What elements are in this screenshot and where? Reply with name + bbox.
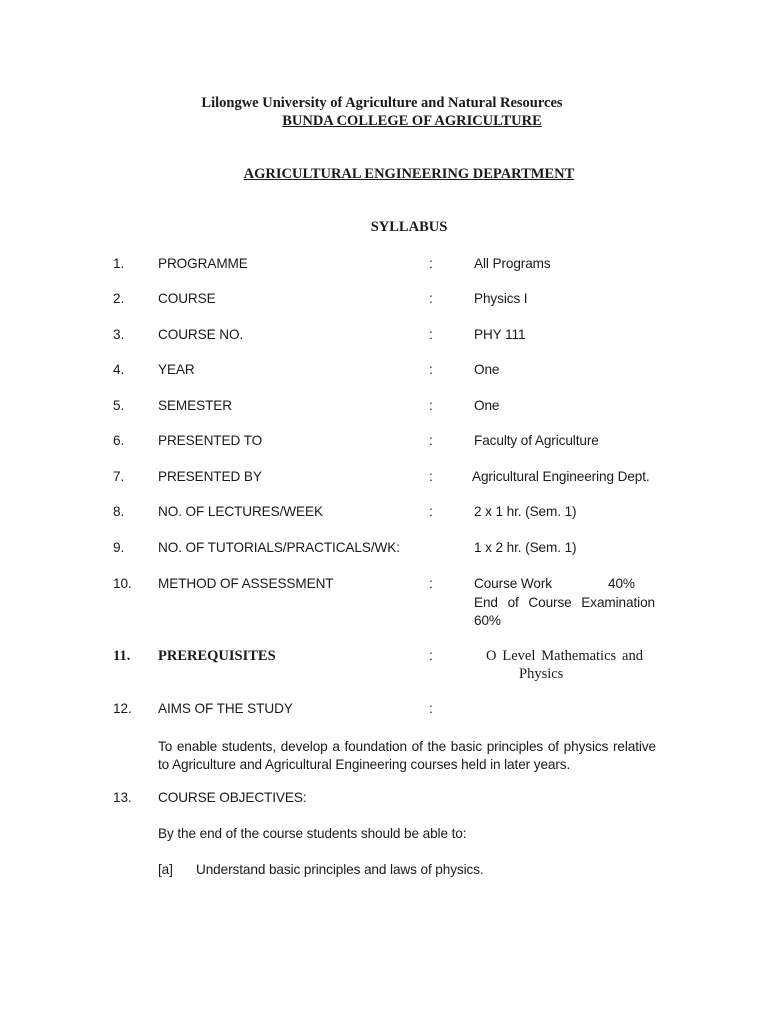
- row-value: 2 x 1 hr. (Sem. 1): [474, 504, 577, 519]
- row-colon: :: [429, 398, 433, 413]
- row-value: 1 x 2 hr. (Sem. 1): [474, 540, 577, 555]
- row-value: One: [474, 398, 500, 413]
- row-label: NO. OF LECTURES/WEEK: [158, 504, 323, 519]
- row-number: 6.: [113, 433, 125, 448]
- row-colon: :: [429, 291, 433, 306]
- row-value: All Programs: [474, 256, 551, 271]
- row-label: PROGRAMME: [158, 256, 248, 271]
- course-work-percent: 40%: [608, 576, 635, 591]
- row-colon: :: [429, 256, 433, 271]
- row-colon: :: [429, 701, 433, 716]
- row-label: PRESENTED BY: [158, 469, 262, 484]
- row-label: COURSE: [158, 291, 216, 306]
- row-number: 3.: [113, 327, 125, 342]
- row-label: PREREQUISITES: [158, 648, 276, 664]
- aims-paragraph: To enable students, develop a foundation of the basic principles of physics relative to Agriculture and Agricultural Engineering courses held in later years.: [158, 739, 656, 772]
- row-value: PHY 111: [474, 327, 526, 342]
- row-label: AIMS OF THE STUDY: [158, 701, 293, 716]
- row-label: YEAR: [158, 362, 195, 377]
- row-value: Physics I: [474, 291, 528, 306]
- row-colon: :: [429, 648, 433, 663]
- row-colon: :: [429, 504, 433, 519]
- row-colon: :: [429, 576, 433, 591]
- row-number: 13.: [113, 790, 132, 805]
- row-label: COURSE NO.: [158, 327, 244, 342]
- row-number: 5.: [113, 398, 125, 413]
- row-number: 7.: [113, 469, 125, 484]
- list-item-text: Understand basic principles and laws of physics.: [196, 862, 484, 877]
- row-number: 8.: [113, 504, 125, 519]
- row-number: 9.: [113, 540, 125, 555]
- row-number: 1.: [113, 256, 125, 271]
- row-colon: :: [429, 362, 433, 377]
- row-label: SEMESTER: [158, 398, 232, 413]
- row-value: Agricultural Engineering Dept.: [472, 469, 650, 484]
- course-work-label: Course Work: [474, 576, 552, 591]
- prerequisites-value-cont: Physics: [519, 666, 564, 682]
- prerequisites-value: O Level Mathematics and: [486, 648, 643, 664]
- exam-label: End of Course Examination: [474, 595, 655, 610]
- document-title: SYLLABUS: [370, 219, 448, 235]
- list-marker: [a]: [158, 862, 173, 877]
- row-colon: :: [429, 433, 433, 448]
- row-colon: :: [429, 469, 433, 484]
- row-number: 12.: [113, 701, 132, 716]
- department-name: AGRICULTURAL ENGINEERING DEPARTMENT: [243, 166, 575, 182]
- row-label: METHOD OF ASSESSMENT: [158, 576, 334, 591]
- row-number: 4.: [113, 362, 125, 377]
- row-label: NO. OF TUTORIALS/PRACTICALS/WK:: [158, 540, 400, 555]
- row-colon: :: [429, 327, 433, 342]
- row-number: 10.: [113, 576, 132, 591]
- college-name: BUNDA COLLEGE OF AGRICULTURE: [282, 113, 542, 129]
- row-value: One: [474, 362, 500, 377]
- university-name: Lilongwe University of Agriculture and Natural Resources: [201, 95, 563, 111]
- row-number: 2.: [113, 291, 125, 306]
- row-label: COURSE OBJECTIVES:: [158, 790, 307, 805]
- row-label: PRESENTED TO: [158, 433, 263, 448]
- exam-percent: 60%: [474, 613, 501, 628]
- row-value: Faculty of Agriculture: [474, 433, 599, 448]
- objectives-intro: By the end of the course students should be able to:: [158, 826, 467, 841]
- row-number: 11.: [113, 648, 131, 664]
